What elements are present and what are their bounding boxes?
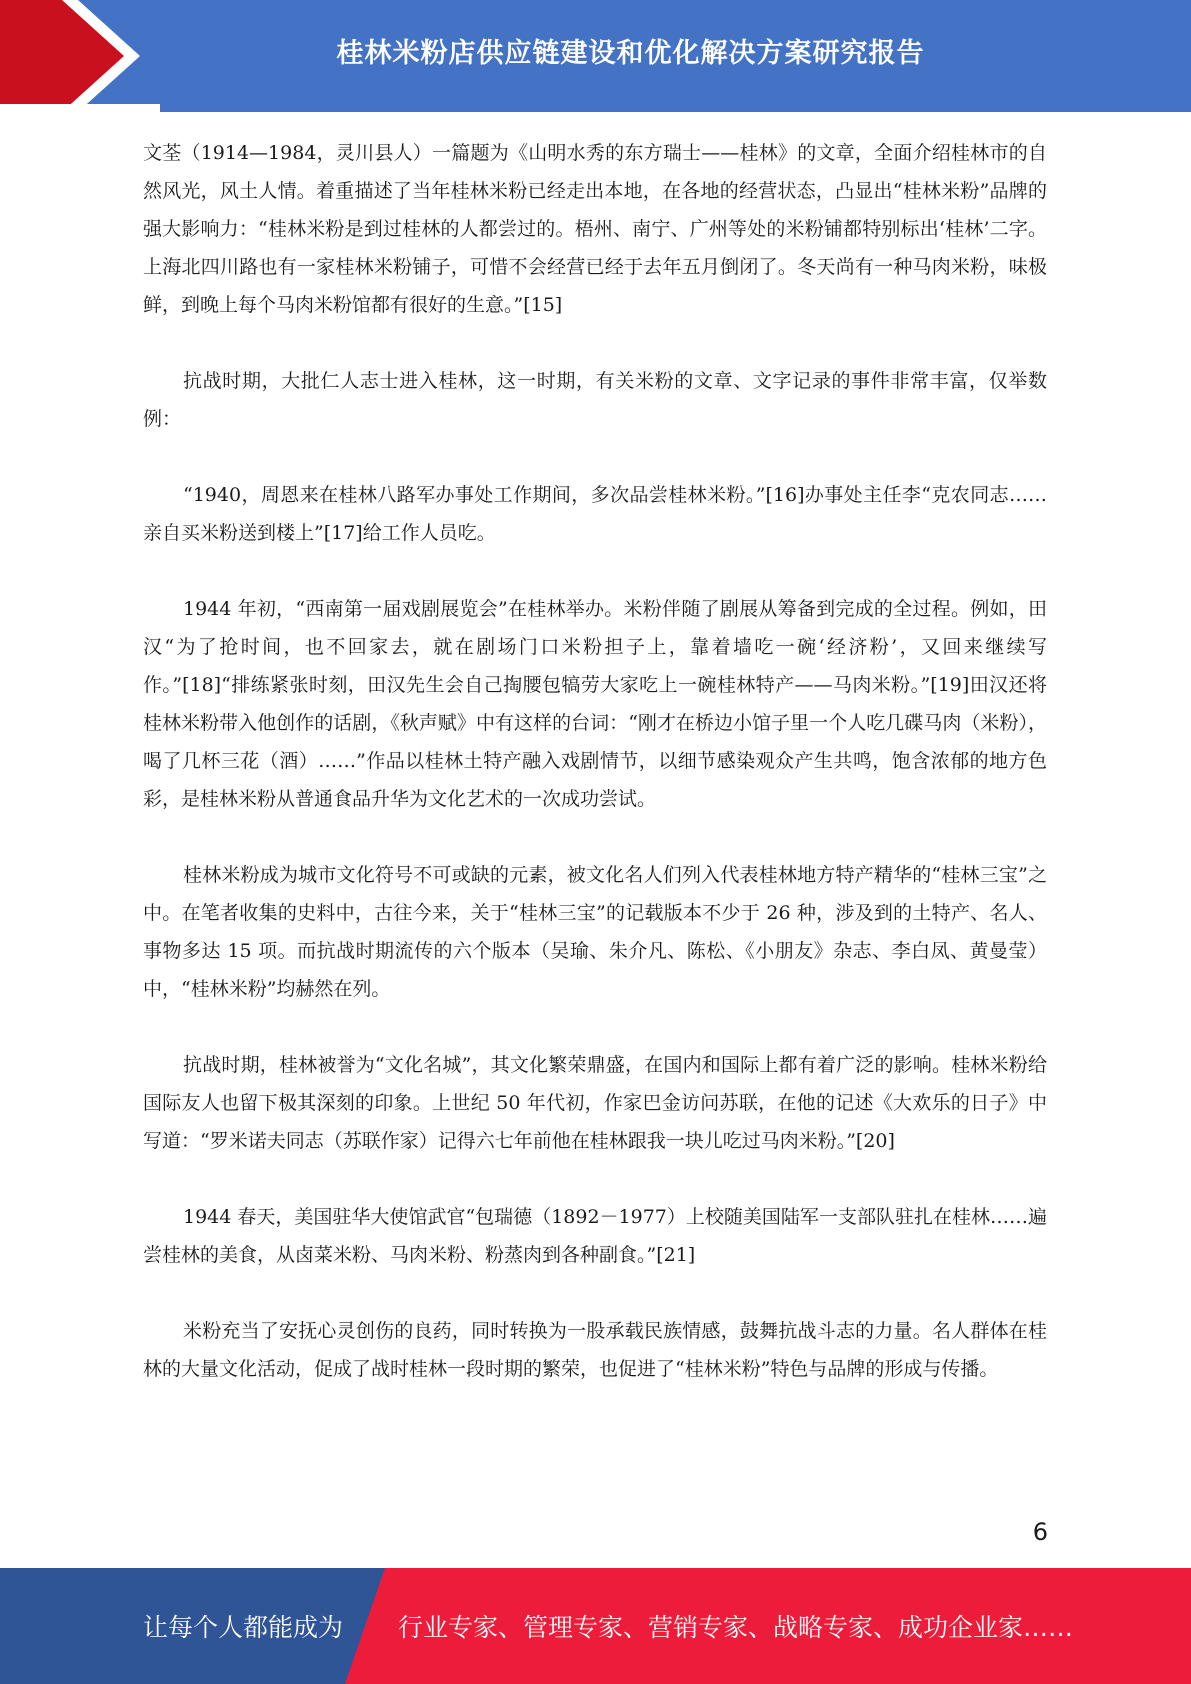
paragraph: 米粉充当了安抚心灵创伤的良药，同时转换为一股承载民族情感，鼓舞抗战斗志的力量。名人群体在桂林的大量文化活动，促成了战时桂林一段时期的繁荣，也促进了“桂林米粉”特色与品牌的形成与传播。 [143, 1320, 1047, 1380]
paragraph: 文荃（1914—1984，灵川县人）一篇题为《山明水秀的东方瑞士——桂林》的文章，全面介绍桂林市的自然风光，风土人情。着重描述了当年桂林米粉已经走出本地，在各地的经营状态，凸显出“桂林米粉”品牌的强大影响力：“桂林米粉是到过桂林的人都尝过的。梧州、南宁、广州等处的米粉铺都特别标出‘桂林’二字。上海北四川路也有一家桂林米粉铺子，可惜不会经营已经于去年五月倒闭了。冬天尚有一种马肉米粉，味极鲜，到晚上每个马肉米粉馆都有很好的生意。”[15] [143, 142, 1047, 316]
footer-slogan-right: 行业专家、管理专家、营销专家、战略专家、成功企业家…… [398, 1613, 1074, 1642]
footer-slogan-left: 让每个人都能成为 [143, 1613, 344, 1642]
page-number: 6 [1032, 1518, 1048, 1546]
paragraph: 1944 年初，“西南第一届戏剧展览会”在桂林举办。米粉伴随了剧展从筹备到完成的全过程。例如，田汉“为了抢时间，也不回家去，就在剧场门口米粉担子上，靠着墙吃一碗‘经济粉’，又回来继续写作。”[18]“排练紧张时刻，田汉先生会自己掏腰包犒劳大家吃上一碗桂林特产——马肉米粉。”[19]田汉还将桂林米粉带入他创作的话剧，《秋声赋》中有这样的台词：“刚才在桥边小馆子里一个人吃几碟马肉（米粉），喝了几杯三花（酒）……”作品以桂林土特产融入戏剧情节，以细节感染观众产生共鸣，饱含浓郁的地方色彩，是桂林米粉从普通食品升华为文化艺术的一次成功尝试。 [143, 598, 1047, 810]
paragraph: 1944 春天，美国驻华大使馆武官“包瑞德（1892－1977）上校随美国陆军一支部队驻扎在桂林……遍尝桂林的美食，从卤菜米粉、马肉米粉、粉蒸肉到各种副食。”[21] [143, 1206, 1047, 1266]
paragraph: 桂林米粉成为城市文化符号不可或缺的元素，被文化名人们列入代表桂林地方特产精华的“桂林三宝”之中。在笔者收集的史料中，古往今来，关于“桂林三宝”的记载版本不少于 26 种，涉及到的土特产、名人、事物多达 15 项。而抗战时期流传的六个版本（吴瑜、朱介凡、陈松、《小朋友》杂志、李白凤、黄曼莹）中，“桂林米粉”均赫然在列。 [143, 864, 1047, 1000]
body-text [143, 134, 1047, 1426]
paragraph: “1940，周恩来在桂林八路军办事处工作期间，多次品尝桂林米粉。”[16]办事处主任李“克农同志……亲自买米粉送到楼上”[17]给工作人员吃。 [143, 484, 1047, 544]
page-header [0, 0, 1191, 112]
paragraph: 抗战时期，大批仁人志士进入桂林，这一时期，有关米粉的文章、文字记录的事件非常丰富，仅举数例： [143, 370, 1047, 430]
page-footer [0, 1568, 1191, 1684]
header-arrow-decoration [0, 0, 160, 112]
report-title: 桂林米粉店供应链建设和优化解决方案研究报告 [336, 37, 925, 69]
paragraph: 抗战时期，桂林被誉为“文化名城”，其文化繁荣鼎盛，在国内和国际上都有着广泛的影响。桂林米粉给国际友人也留下极其深刻的印象。上世纪 50 年代初，作家巴金访问苏联，在他的记述《大欢乐的日子》中写道：“罗米诺夫同志（苏联作家）记得六七年前他在桂林跟我一块儿吃过马肉米粉。”[20] [143, 1054, 1047, 1152]
